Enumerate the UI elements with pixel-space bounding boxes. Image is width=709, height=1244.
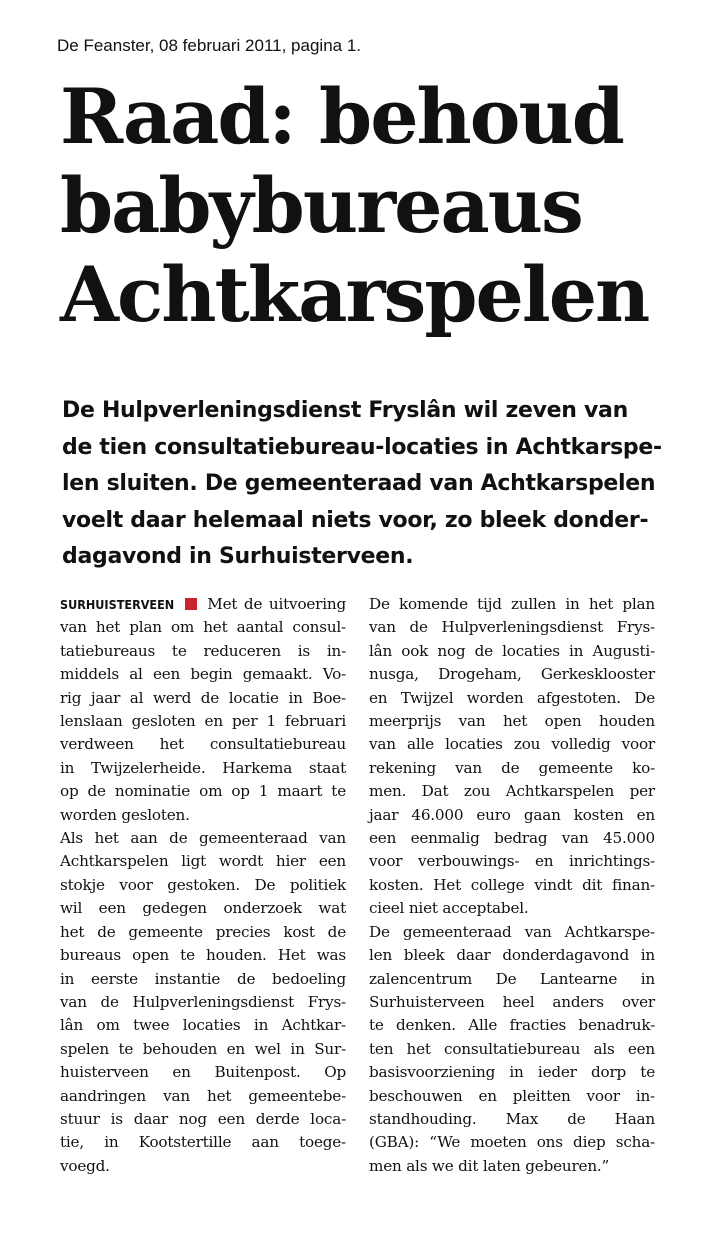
body-line: stuur is daar nog een derde loca- (60, 1109, 346, 1128)
body-line: van alle locaties zou volledig voor (369, 735, 655, 754)
body-line: het de gemeente precies kost de (60, 922, 346, 941)
body-line: spelen te behouden en wel in Sur- (60, 1039, 346, 1058)
body-line: wil een gedegen onderzoek wat (60, 899, 346, 918)
headline-line: babybureaus (60, 161, 582, 250)
body-line: len bleek daar donderdagavond in (369, 946, 655, 965)
body-line: beschouwen en pleitten voor in- (369, 1086, 655, 1105)
body-line: tie, in Kootstertille aan toege- (60, 1133, 346, 1152)
body-line: zalencentrum De Lantearne in (369, 969, 655, 988)
body-line: standhouding. Max de Haan (369, 1109, 655, 1128)
body-line: voor verbouwings- en inrichtings- (369, 852, 655, 871)
body-line: Als het aan de gemeenteraad van (60, 829, 346, 848)
body-line: in eerste instantie de bedoeling (60, 969, 346, 988)
body-line: De komende tijd zullen in het plan (369, 595, 655, 613)
body-line: men. Dat zou Achtkarspelen per (369, 782, 655, 801)
lead-line: voelt daar helemaal niets voor, zo bleek donder- (62, 507, 649, 533)
lead-paragraph (62, 393, 682, 576)
body-line: rig jaar al werd de locatie in Boe- (60, 688, 346, 707)
first-line (60, 593, 346, 616)
article-column-right (369, 593, 655, 1178)
body-line: en Twijzel worden afgestoten. De (369, 688, 655, 707)
article-column-left (60, 593, 346, 1178)
body-line: (GBA): “We moeten ons diep scha- (369, 1133, 655, 1152)
body-line: meerprijs van het open houden (369, 712, 655, 731)
lead-line: len sluiten. De gemeenteraad van Achtkarspelen (62, 471, 656, 496)
body-line: een eenmalig bedrag van 45.000 (369, 829, 655, 848)
headline-line: Achtkarspelen (60, 250, 649, 339)
body-line: van het plan om het aantal consul- (60, 618, 346, 637)
red-square-icon (185, 598, 197, 610)
headline (60, 72, 700, 339)
body-line: stokje voor gestoken. De politiek (60, 875, 346, 894)
headline-line: Raad: behoud (60, 72, 623, 161)
body-line: nusga, Drogeham, Gerkesklooster (369, 665, 655, 684)
body-line: lân om twee locaties in Achtkar- (60, 1016, 346, 1035)
body-line: op de nominatie om op 1 maart te (60, 782, 346, 801)
lead-line: de tien consultatiebureau-locaties in Achtkarspe- (62, 434, 662, 460)
body-line: worden gesloten. (60, 805, 190, 824)
body-line: Surhuisterveen heel anders over (369, 992, 655, 1011)
body-line: aandringen van het gemeentebe- (60, 1086, 346, 1105)
body-line: huisterveen en Buitenpost. Op (60, 1063, 346, 1082)
body-line: jaar 46.000 euro gaan kosten en (369, 805, 655, 824)
body-line: bureaus open te houden. Het was (60, 946, 346, 965)
body-line: voegd. (60, 1156, 110, 1175)
body-line: middels al een begin gemaakt. Vo- (60, 665, 346, 684)
source-line: De Feanster, 08 februari 2011, pagina 1. (57, 36, 361, 55)
body-line: men als we dit laten gebeuren.” (369, 1156, 610, 1175)
body-line: Achtkarspelen ligt wordt hier een (60, 852, 346, 871)
body-line: van de Hulpverleningsdienst Frys- (60, 992, 346, 1011)
body-line: kosten. Het college vindt dit finan- (369, 875, 655, 894)
body-line: verdween het consultatiebureau (60, 735, 346, 754)
lead-line: dagavond in Surhuisterveen. (62, 544, 414, 569)
dateline: SURHUISTERVEEN (60, 597, 175, 612)
body-line: lân ook nog de locaties in Augusti- (369, 641, 655, 660)
body-line: te denken. Alle fracties benadruk- (369, 1016, 655, 1035)
body-line: lenslaan gesloten en per 1 februari (60, 712, 346, 731)
body-line: Met de uitvoering (207, 595, 346, 613)
body-line: De gemeenteraad van Achtkarspe- (369, 922, 655, 941)
body-line: rekening van de gemeente ko- (369, 758, 655, 777)
body-line: ten het consultatiebureau als een (369, 1039, 655, 1058)
body-line: basisvoorziening in ieder dorp te (369, 1063, 655, 1082)
body-line: in Twijzelerheide. Harkema staat (60, 758, 346, 777)
body-line: van de Hulpverleningsdienst Frys- (369, 618, 655, 637)
lead-line: De Hulpverleningsdienst Fryslân wil zeven van (62, 398, 628, 423)
body-line: tatiebureaus te reduceren is in- (60, 641, 346, 660)
body-line: cieel niet acceptabel. (369, 899, 529, 918)
